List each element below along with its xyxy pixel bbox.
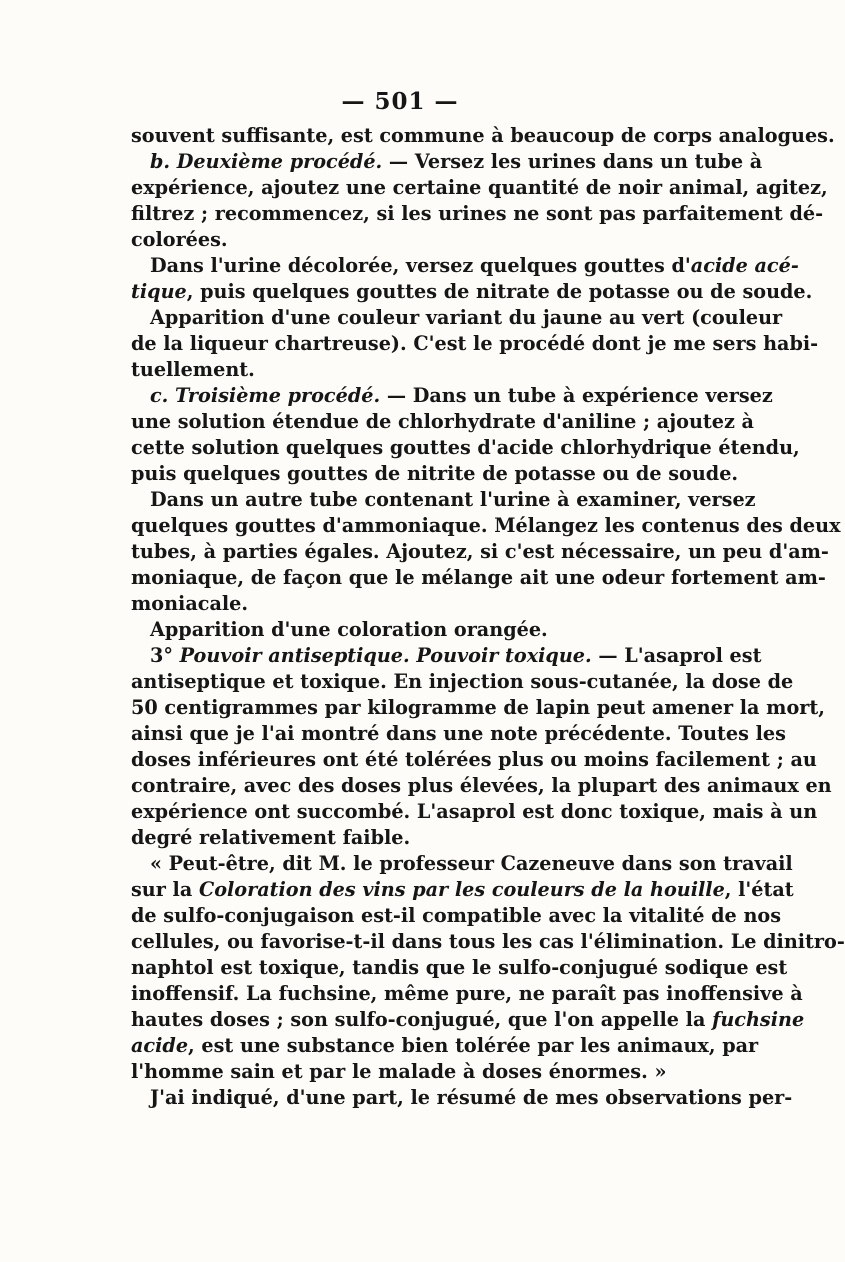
italic-text: Coloration des vins par les couleurs de la houille — [198, 878, 725, 901]
text-run: 3° — [150, 644, 180, 667]
text-run: expérience ont succombé. L'asaprol est donc toxique, mais à un — [131, 800, 818, 823]
text-run: de sulfo-conjugaison est-il compatible avec la vitalité de nos — [131, 904, 781, 927]
text-run: tuellement. — [131, 358, 255, 381]
text-line — [131, 1085, 793, 1111]
text-run: une solution étendue de chlorhydrate d'aniline ; ajoutez à — [131, 410, 754, 433]
text-line — [131, 929, 845, 955]
text-line — [131, 955, 788, 981]
text-line — [131, 643, 762, 669]
text-line — [131, 305, 783, 331]
text-run: 50 centigrammes par kilogramme de lapin peut amener la mort, — [131, 696, 825, 719]
text-line — [131, 227, 675, 253]
text-line — [131, 487, 756, 513]
text-run: contraire, avec des doses plus élevées, la plupart des animaux en — [131, 774, 832, 797]
text-line — [131, 799, 818, 825]
text-run: « Peut-être, dit M. le professeur Cazeneuve dans son travail — [150, 852, 793, 875]
text-line — [131, 851, 793, 877]
text-run: Apparition d'une couleur variant du jaune au vert (couleur — [150, 306, 783, 329]
text-line — [131, 435, 800, 461]
text-line — [131, 825, 675, 851]
text-line — [131, 409, 754, 435]
text-line — [131, 539, 829, 565]
text-run: sur la — [131, 878, 199, 901]
text-line — [131, 565, 826, 591]
text-line — [131, 279, 813, 305]
text-line — [131, 149, 763, 175]
text-line — [131, 123, 835, 149]
text-run: cellules, ou favorise-t-il dans tous les cas l'élimination. Le dinitro- — [131, 930, 845, 953]
text-run: — Versez les urines dans un tube à — [382, 150, 763, 173]
text-line — [131, 747, 817, 773]
text-run: l'homme sain et par le malade à doses énormes. » — [131, 1060, 667, 1083]
text-run: Apparition d'une coloration orangée. — [150, 618, 548, 641]
text-run: — L'asaprol est — [591, 644, 762, 667]
text-line — [131, 357, 675, 383]
text-line — [131, 695, 825, 721]
text-run: moniaque, de façon que le mélange ait une odeur fortement am- — [131, 566, 826, 589]
text-line — [131, 513, 841, 539]
text-line — [131, 903, 781, 929]
italic-text: acide acé- — [690, 254, 799, 277]
text-line — [131, 1007, 805, 1033]
italic-text: fuchsine — [712, 1008, 805, 1031]
text-line — [131, 253, 799, 279]
text-run: naphtol est toxique, tandis que le sulfo-conjugué sodique est — [131, 956, 788, 979]
text-run: filtrez ; recommencez, si les urines ne sont pas parfaitement dé- — [131, 202, 824, 225]
text-line — [131, 591, 675, 617]
text-run: , puis quelques gouttes de nitrate de potasse ou de soude. — [186, 280, 813, 303]
text-run: Dans un autre tube contenant l'urine à examiner, versez — [150, 488, 756, 511]
text-run: J'ai indiqué, d'une part, le résumé de mes observations per- — [150, 1086, 793, 1109]
text-run: degré relativement faible. — [131, 826, 411, 849]
text-run: tubes, à parties égales. Ajoutez, si c'est nécessaire, un peu d'am- — [131, 540, 829, 563]
text-line — [131, 383, 773, 409]
text-run: hautes doses ; son sulfo-conjugué, que l'on appelle la — [131, 1008, 713, 1031]
text-line — [131, 1033, 759, 1059]
text-line — [131, 461, 739, 487]
page-number: — 501 — — [341, 88, 459, 115]
italic-text: b. Deuxième procédé. — [150, 150, 383, 173]
italic-text: tique — [131, 280, 187, 303]
text-run: expérience, ajoutez une certaine quantité de noir animal, agitez, — [131, 176, 828, 199]
text-line — [131, 1059, 675, 1085]
text-run: puis quelques gouttes de nitrite de potasse ou de soude. — [131, 462, 739, 485]
text-run: , est une substance bien tolérée par les animaux, par — [188, 1034, 759, 1057]
text-line — [131, 331, 819, 357]
italic-text: acide — [131, 1034, 189, 1057]
text-line — [131, 669, 794, 695]
text-run: doses inférieures ont été tolérées plus ou moins facilement ; au — [131, 748, 817, 771]
text-run: souvent suffisante, est commune à beaucoup de corps analogues. — [131, 124, 835, 147]
text-run: quelques gouttes d'ammoniaque. Mélangez les contenus des deux — [131, 514, 841, 537]
text-run: — Dans un tube à expérience versez — [380, 384, 773, 407]
italic-text: Pouvoir antiseptique. Pouvoir toxique. — [179, 644, 592, 667]
text-run: colorées. — [131, 228, 228, 251]
text-line — [131, 201, 824, 227]
text-run: antiseptique et toxique. En injection sous-cutanée, la dose de — [131, 670, 794, 693]
text-run: ainsi que je l'ai montré dans une note précédente. Toutes les — [131, 722, 786, 745]
text-run: moniacale. — [131, 592, 249, 615]
text-run: Dans l'urine décolorée, versez quelques gouttes d' — [150, 254, 691, 277]
text-line — [131, 721, 786, 747]
text-line — [131, 877, 794, 903]
text-line — [131, 175, 828, 201]
page-body-text — [131, 123, 845, 1111]
text-run: , l'état — [724, 878, 794, 901]
text-run: cette solution quelques gouttes d'acide chlorhydrique étendu, — [131, 436, 800, 459]
text-line — [131, 981, 803, 1007]
text-run: inoffensif. La fuchsine, même pure, ne paraît pas inoffensive à — [131, 982, 803, 1005]
text-line — [131, 617, 675, 643]
text-run: de la liqueur chartreuse). C'est le procédé dont je me sers habi- — [131, 332, 819, 355]
text-line — [131, 773, 832, 799]
italic-text: c. Troisième procédé. — [150, 384, 381, 407]
